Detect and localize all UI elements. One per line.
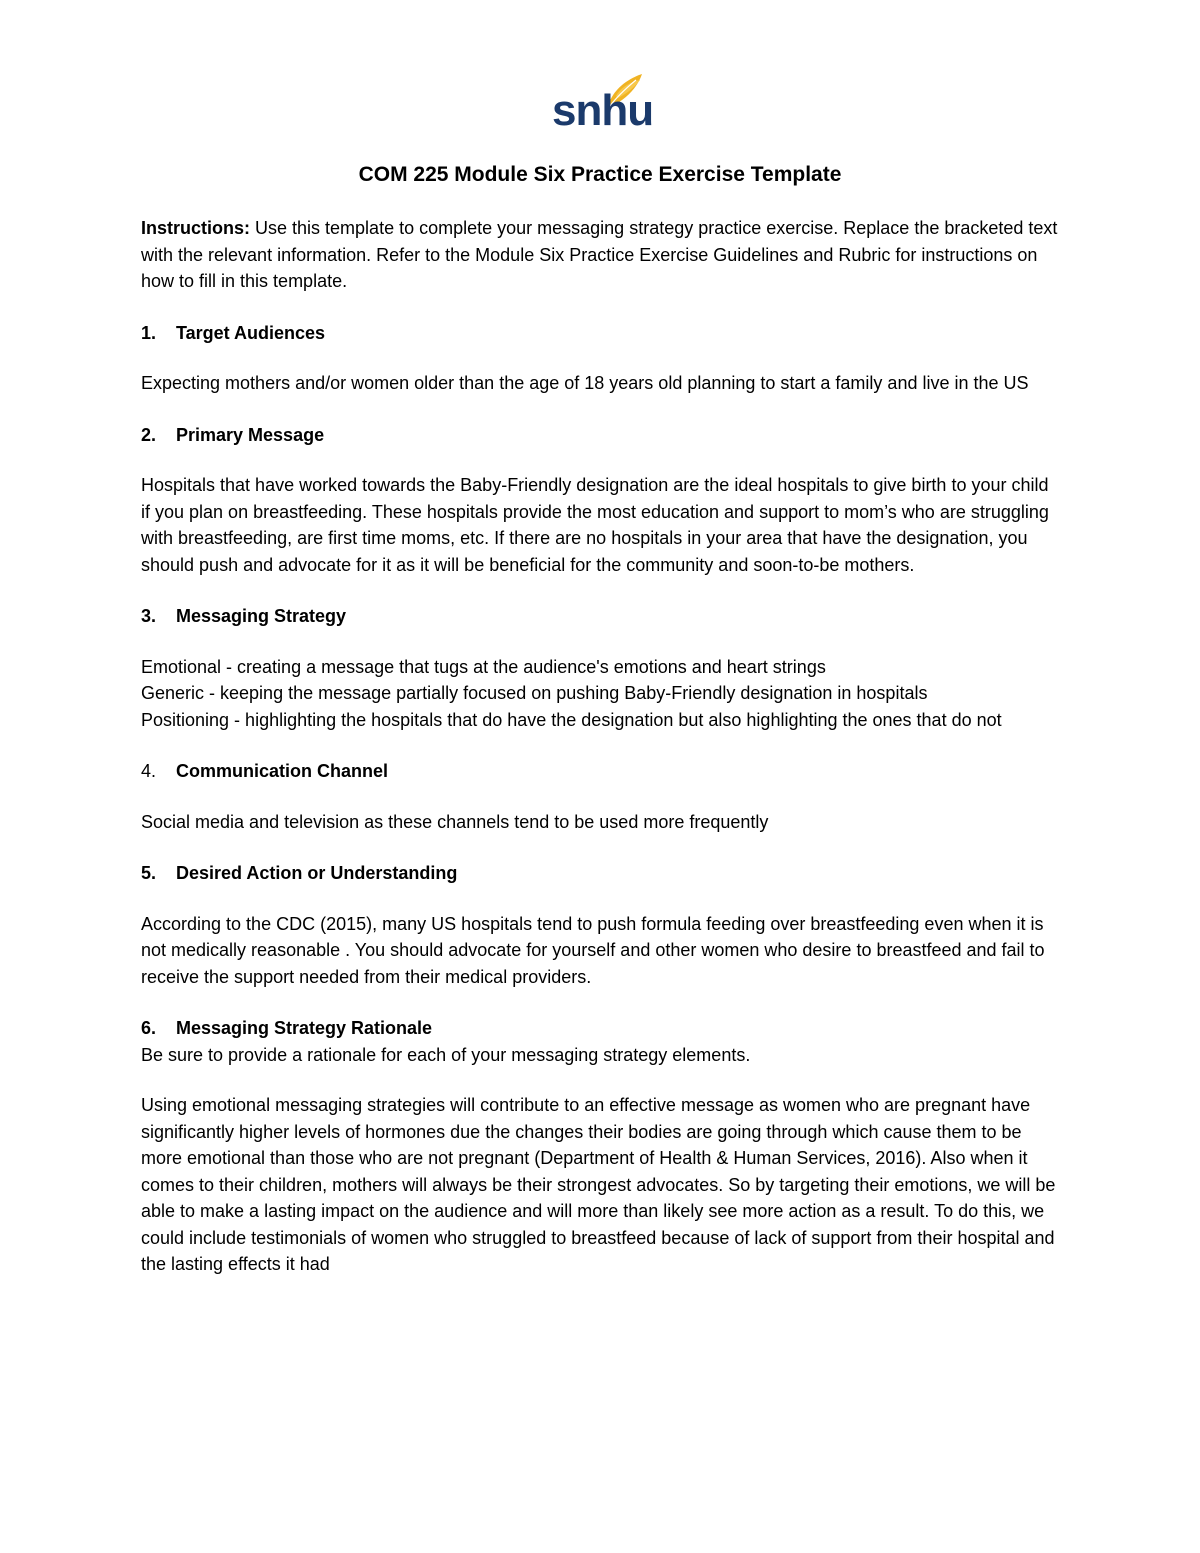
section-number: 4. [141, 761, 157, 781]
section-paragraph: Hospitals that have worked towards the Baby-Friendly designation are the ideal hospitals to give birth to your child if you plan on breastfeeding. These hospitals provide the most education and support to mom’s who are struggling with breastfeeding, are first time moms, etc. If there are no hospitals in your area that have the designation, you should push and advocate for it as it will be beneficial for the community and soon-to-be mothers. [141, 475, 1049, 575]
section-number: 3. [141, 606, 157, 626]
section-number: 2. [141, 424, 157, 445]
section-subtext: Be sure to provide a rationale for each of your messaging strategy elements. [141, 1044, 751, 1065]
section-title: Primary Message [176, 424, 325, 445]
strategy-line-emotional: Emotional - creating a message that tugs at the audience's emotions and heart strings [141, 656, 826, 677]
section-paragraph: Expecting mothers and/or women older than the age of 18 years old planning to start a family and live in the US [141, 373, 1029, 393]
instructions-text: Use this template to complete your messaging strategy practice exercise. Replace the bracketed text with the relevant information. Refer to the Module Six Practice Exercise Guidelines and Rubric for instructions on how to fill in this template. [141, 218, 1058, 291]
section-title: Messaging Strategy [176, 606, 347, 626]
section-title: Messaging Strategy Rationale [176, 1018, 433, 1038]
section-heading-2 [141, 422, 1061, 449]
section-heading-1 [141, 320, 1061, 347]
section-paragraph: Using emotional messaging strategies will contribute to an effective message as women who are pregnant have significantly higher levels of hormones due the changes their bodies are going through which cause them to be more emotional than those who are not pregnant (Department of Health & Human Services, 2016). Also when it comes to their children, mothers will always be their strongest advocates. So by targeting their emotions, we will be able to make a lasting impact on the audience and will more than likely see more action as a result. To do this, we could include testimonials of women who struggled to breastfeed because of lack of support from their hospital and the lasting effects it had [141, 1095, 1056, 1274]
section-paragraph: Social media and television as these channels tend to be used more frequently [141, 811, 769, 832]
section-heading-4 [141, 758, 1061, 785]
section-number: 5. [141, 863, 157, 883]
section-number: 1. [141, 322, 157, 343]
document-title: COM 225 Module Six Practice Exercise Template [358, 163, 842, 186]
strategy-line-positioning: Positioning - highlighting the hospitals that do have the designation but also highlighting the ones that do not [141, 709, 1002, 730]
strategy-line-generic: Generic - keeping the message partially focused on pushing Baby-Friendly designation in hospitals [141, 683, 928, 703]
section-title: Target Audiences [176, 322, 326, 343]
section-title: Desired Action or Understanding [176, 863, 458, 883]
section-number: 6. [141, 1018, 157, 1038]
snhu-logo [550, 72, 654, 138]
section-heading-6 [141, 1015, 1061, 1042]
section-heading-3 [141, 603, 1061, 630]
logo-wordmark: snhu [552, 86, 654, 135]
section-title: Communication Channel [176, 761, 389, 781]
instructions-label: Instructions: [141, 218, 251, 238]
section-heading-5 [141, 860, 1061, 887]
section-paragraph: According to the CDC (2015), many US hospitals tend to push formula feeding over breastfeeding even when it is not medically reasonable . You should advocate for yourself and other women who desire to breastfeed and fail to receive the support needed from their medical providers. [141, 913, 1045, 987]
document-body [141, 215, 1061, 1278]
instructions-paragraph [141, 215, 1061, 295]
